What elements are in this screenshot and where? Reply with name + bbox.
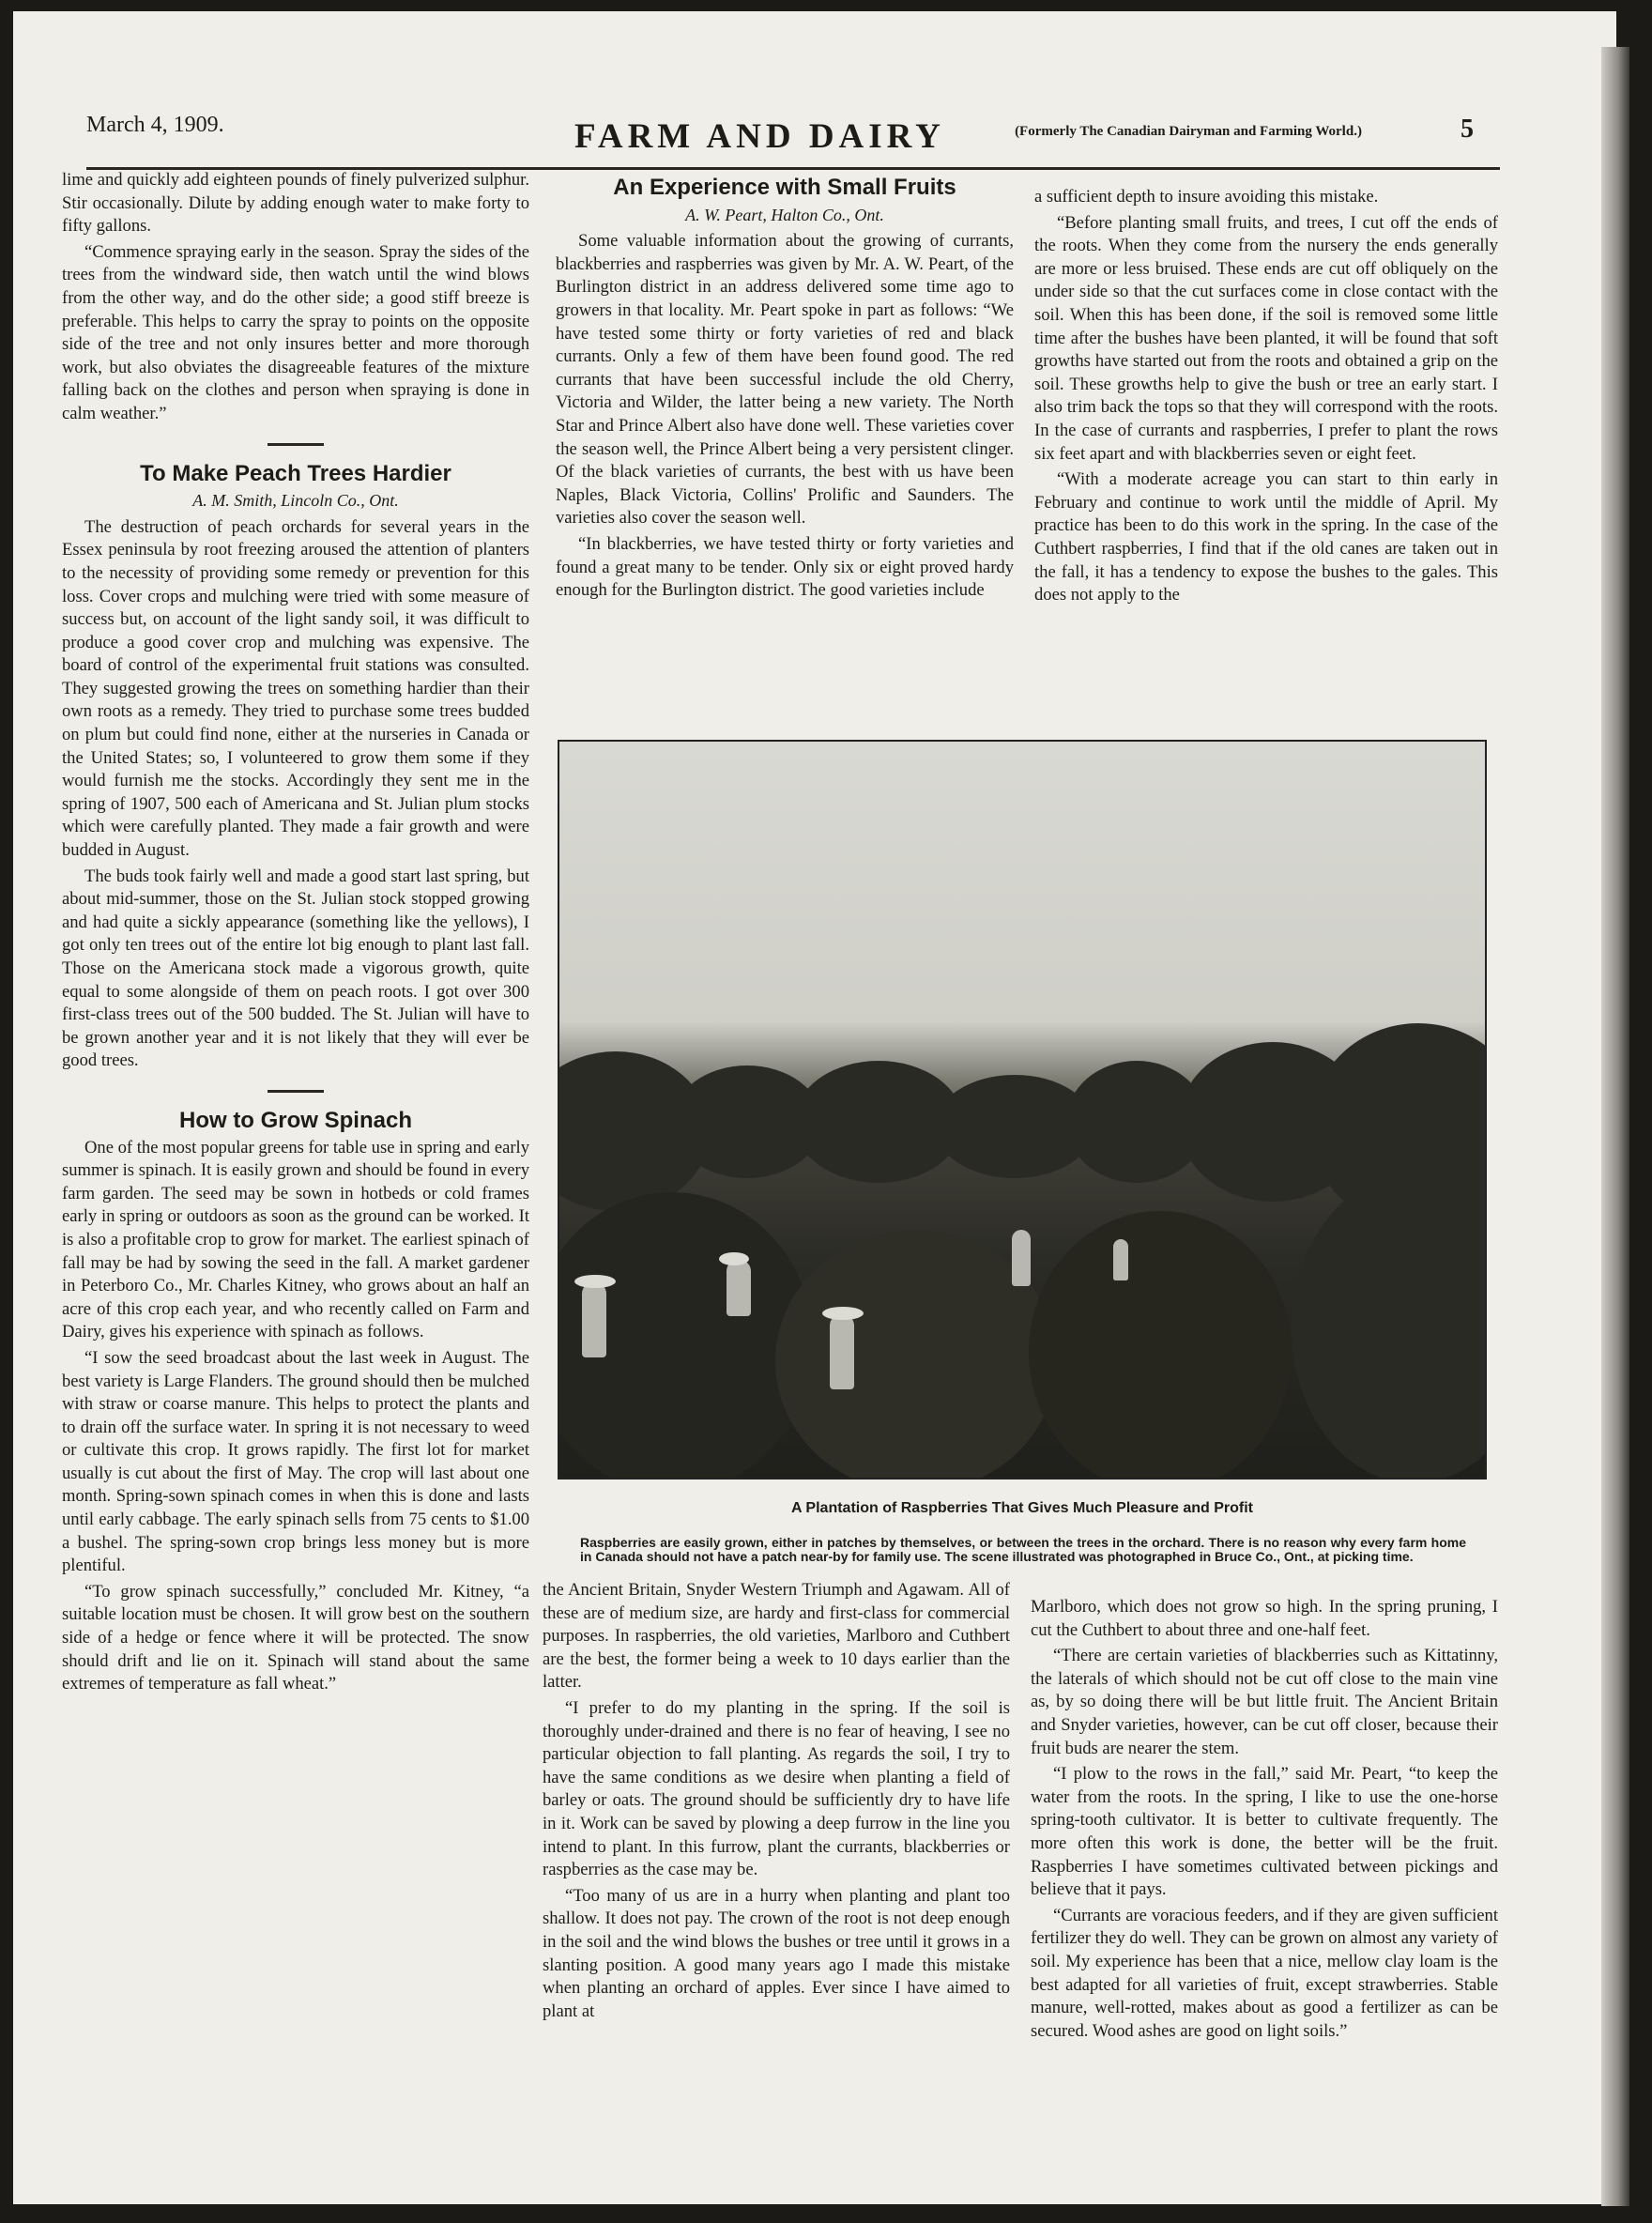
column-right-bottom [1031, 1596, 1498, 2046]
paragraph: Some valuable information about the growing of currants, blackberries and raspberries was given by Mr. A. W. Peart, of the Burlington district in an address delivered some time ago to growers in that locality. Mr. Peart spoke in part as follows: “We have tested some thirty or forty varieties of red and black currants. Only a few of them have been found good. The red currants that have been successful include the old Cherry, Victoria and Wilder, the latter being a new variety. The North Star and Prince Albert also have done well. These varieties cover the season well, the Prince Albert being a very persistent clinger. Of the black varieties of currants, the best with us have been Naples, Black Victoria, Collins' Prolific and Saunders. The varieties also cover the season well. [556, 231, 1014, 529]
issue-date: March 4, 1909. [86, 113, 224, 137]
paragraph: “I prefer to do my planting in the spring. If the soil is thoroughly under-drained and there is no fear of heaving, I see no particular objection to fall planting. As regards the soil, I try to have the same conditions as we desire when planting a field of barley or oats. The ground should be sufficiently dry to have life in it. Work can be saved by plowing a deep furrow in the line you intend to plant. In this furrow, plant the currants, blackberries or raspberries as the case may be. [543, 1697, 1010, 1880]
picker-figure [582, 1282, 606, 1357]
article-byline: A. W. Peart, Halton Co., Ont. [685, 205, 884, 224]
paragraph: The destruction of peach orchards for several years in the Essex peninsula by root freezing aroused the attention of planters to the necessity of providing some remedy or prevention for this loss. Cover crops and mulching were tried with some measure of success but, on account of the light sandy soil, it was difficult to produce a good cover crop and mulching was expensive. The board of control of the experimental fruit stations was consulted. They suggested growing the trees on something hardier than their own roots as a remedy. They tried to purchase some trees budded on plum but could find none, either at the nurseries in Canada or the United States; so, I volunteered to grow them some if they would furnish me the stocks. Accordingly they sent me in the spring of 1907, 500 each of Americana and St. Julian plum stocks which were carefully planted. They made a fair growth and were budded in August. [62, 516, 529, 861]
picker-figure [1113, 1239, 1128, 1280]
tree-shape [1292, 1173, 1487, 1479]
paragraph: “There are certain varieties of blackberries such as Kittatinny, the laterals of which should not be cut off close to the main vine as, by so doing there will be but little fruit. The Ancient Britain and Snyder varieties, however, can be cut off closer, because their fruit buds are nearer the stem. [1031, 1646, 1498, 1758]
paragraph: Marlboro, which does not grow so high. In the spring pruning, I cut the Cuthbert to about three and one-half feet. [1031, 1597, 1498, 1640]
tree-shape [1029, 1211, 1292, 1479]
page-number: 5 [1461, 115, 1474, 144]
paragraph: a sufficient depth to insure avoiding this mistake. [1034, 187, 1379, 207]
paragraph: “To grow spinach successfully,” concluded Mr. Kitney, “a suitable location must be chosen. It will grow best on the southern side of a hedge or fence where it will be protected. The snow should drift and lie on it. Spinach will stand about the same extremes of temperature as fall wheat.” [62, 1581, 529, 1694]
paragraph: “I plow to the rows in the fall,” said Mr. Peart, “to keep the water from the roots. In the spring, I like to use the one-horse spring-tooth cultivator. It is better to cultivate frequently. The more often this work is done, the better will be the fruit. Raspberries I have sometimes cultivated between pickings and believe that it pays. [1031, 1764, 1498, 1900]
paragraph: “With a moderate acreage you can start to thin early in February and continue to work until the middle of April. My practice has been to do this work in the spring. In the case of the Cuthbert raspberries, I find that if the old canes are taken out in the fall, it has a tendency to expose the bushes to the gales. This does not apply to the [1034, 469, 1498, 606]
photo-caption-title: A Plantation of Raspberries That Gives Much Pleasure and Profit [791, 1500, 1253, 1516]
article-heading-peach: To Make Peach Trees Hardier [140, 460, 451, 486]
picker-figure [727, 1260, 751, 1316]
masthead-subtitle: (Formerly The Canadian Dairyman and Farming World.) [1015, 124, 1362, 139]
paragraph: “Too many of us are in a hurry when planting and plant too shallow. It does not pay. The crown of the root is not deep enough in the soil and the wind blows the bushes or tree until it grows in a slanting position. A good many years ago I made this mistake when planting an orchard of apples. Ever since I have aimed to plant at [543, 1885, 1010, 2021]
paragraph: lime and quickly add eighteen pounds of finely pulverized sulphur. Stir occasionally. Dilute by adding enough water to make forty to fifty gallons. [62, 170, 529, 237]
column-middle-bottom [543, 1579, 1010, 2026]
picker-hat [719, 1252, 749, 1265]
paragraph: “Currants are voracious feeders, and if they are given sufficient fertilizer they do well. They can be grown on almost any variety of soil. My experience has been that a nice, mellow clay loam is the best adapted for all varieties of fruit, except strawberries. Stable manure, well-rotted, makes about as good a fertilizer as can be secured. Wood ashes are good on light soils.” [1031, 1905, 1498, 2041]
picker-hat [574, 1275, 616, 1288]
article-heading-spinach: How to Grow Spinach [178, 1107, 412, 1133]
paragraph: the Ancient Britain, Snyder Western Triumph and Agawam. All of these are of medium size, are hardy and first-class for commercial purposes. In raspberries, the old varieties, Marlboro and Cuthbert are the best, the former being a week to 10 days earlier than the latter. [543, 1580, 1010, 1693]
photo-caption-text: Raspberries are easily grown, either in patches by themselves, or between the trees in the orchard. There is no reason why every farm home in Canada should not have a patch near-by for family use. The scene illustrated was photographed in Bruce Co., Ont., at picking time. [580, 1535, 1466, 1564]
picker-figure [1012, 1230, 1031, 1286]
article-heading-small-fruits: An Experience with Small Fruits [613, 175, 956, 200]
paragraph: The buds took fairly well and made a good start last spring, but about mid-summer, those on the St. Julian stock stopped growing and had quite a sickly appearance (something like the yellows), I got only ten trees out of the entire lot big enough to plant last fall. Those on the Americana stock made a vigorous growth, quite equal to some alongside of them on peach roots. I got over 300 first-class trees out of the 500 budded. The St. Julian will have to be grown another year and it is not likely that they will ever be good trees. [62, 866, 529, 1071]
raspberry-plantation-photo [558, 740, 1487, 1479]
column-middle-top [556, 173, 1014, 606]
article-byline: A. M. Smith, Lincoln Co., Ont. [192, 491, 399, 511]
column-left [62, 169, 529, 1699]
page-header [86, 101, 1500, 167]
paragraph: “In blackberries, we have tested thirty or forty varieties and found a great many to be tender. Only six or eight proved hardy enough for the Burlington district. The good varieties include [556, 533, 1014, 601]
masthead-title: FARM AND DAIRY [574, 117, 945, 156]
paragraph: “I sow the seed broadcast about the last week in August. The best variety is Large Flanders. The ground should then be mulched with straw or coarse manure. This helps to protect the plants and to drain off the surface water. In spring it is not necessary to weed or cultivate this crop. It grows rapidly. The first lot for market usually is cut about the first of May. The crop will last about one month. Spring-sown spinach comes in when this is done and lasts until early cabbage. The early spinach sells from 75 cents to $1.00 a bushel. The spring-sown crop brings less money but is more plentiful. [62, 1347, 529, 1576]
picker-hat [822, 1307, 864, 1320]
article-separator [268, 443, 324, 446]
paragraph: “Commence spraying early in the season. Spray the sides of the trees from the windward side, then watch until the wind blows from the other way, and do the other side; a good stiff breeze is preferable. This helps to carry the spray to points on the opposite side of the tree and not only insures better and more thorough work, but also obviates the disagreeable features of the mixture falling back on the clothes and person when spraying is done in calm weather.” [62, 241, 529, 423]
page-edge [1601, 47, 1629, 2206]
column-right-top [1034, 186, 1498, 610]
paragraph: One of the most popular greens for table use in spring and early summer is spinach. It is easily grown and should be found in every farm garden. The seed may be sown in hotbeds or cold frames early in spring or outdoors as soon as the ground can be worked. It is also a profitable crop to grow for market. The earliest spinach of fall may be had by sowing the seed in the fall. A market gardener in Peterboro Co., Mr. Charles Kitney, who grows about an half an acre of this crop each year, and who recently called on Farm and Dairy, gives his experience with spinach as follows. [62, 1137, 530, 1342]
picker-figure [830, 1314, 854, 1389]
paragraph: “Before planting small fruits, and trees, I cut off the ends of the roots. When they come from the nursery the ends generally are more or less bruised. These ends are cut off obliquely on the under side so that the cut surfaces come in close contact with the soil. When this has been done, if the soil is removed some little time after the bushes have been planted, it will be found that soft growths have started out from the roots and obtained a grip on the soil. These growths help to give the bush or tree an early start. I also trim back the tops so that they will correspond with the roots. In the case of currants and raspberries, I prefer to plant the rows six feet apart and with blackberries seven or eight feet. [1034, 212, 1498, 464]
article-separator [268, 1090, 324, 1093]
